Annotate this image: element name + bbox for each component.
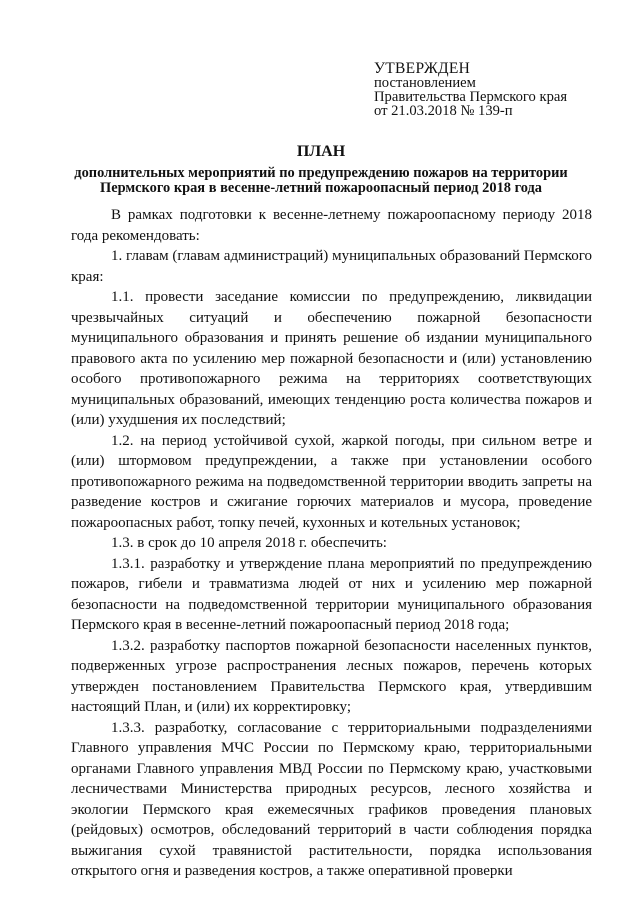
approval-line-2: Правительства Пермского края [374,89,568,105]
paragraph-1-3-2: 1.3.2. разработку паспортов пожарной безопасности населенных пунктов, подверженных угрозе распространения лесных пожаров, перечень которых утвержден постановлением Правительства Пермского края, утвердившим настоящий План, и (или) их корректировку; [71,637,592,715]
paragraph-1-3-1: 1.3.1. разработку и утверждение плана мероприятий по предупреждению пожаров, гибели и травматизма людей от них и усилению мер пожарной безопасности на подведомственной территории муниципального образования Пермского края в весенне-летний пожароопасный период 2018 года; [71,555,592,633]
paragraph-1-3: 1.3. в срок до 10 апреля 2018 г. обеспечить: [111,535,387,551]
document-title: ПЛАН [296,143,346,160]
document-subtitle-line-1: дополнительных мероприятий по предупреждению пожаров на территории [74,165,568,181]
approval-stamp [374,62,567,118]
document-body [71,205,592,882]
document-title-block [56,142,586,196]
paragraph-1-3-3: 1.3.3. разработку, согласование с территориальными подразделениями Главного управления МЧС России по Пермскому краю, территориальными органами Главного управления МВД России по Пермскому краю, участковыми лесничествами Министерства природных ресурсов, лесного хозяйства и экологии Пермского края ежемесячных графиков проведения плановых (рейдовых) осмотров, обследований территорий в части соблюдения порядка выжигания сухой травянистой растительности, порядка использования открытого огня и разведения костров, а также оперативной проверки [71,719,592,879]
paragraph-intro: В рамках подготовки к весенне-летнему пожароопасному периоду 2018 года рекомендовать: [71,207,592,244]
paragraph-1: 1. главам (главам администраций) муниципальных образований Пермского края: [71,248,592,285]
approval-heading: УТВЕРЖДЕН [374,60,471,77]
approval-line-1: постановлением [374,75,476,91]
paragraph-1-1: 1.1. провести заседание комиссии по предупреждению, ликвидации чрезвычайных ситуаций и обеспечению пожарной безопасности муниципального образования и принять решение об издании муниципального правового акта по усилению мер пожарной безопасности и (или) установлению особого противопожарного режима на территориях соответствующих муниципальных образований, имеющих тенденцию роста количества пожаров и (или) ухудшения их последствий; [71,289,592,428]
approval-line-3: от 21.03.2018 № 139-п [374,103,513,119]
paragraph-1-2: 1.2. на период устойчивой сухой, жаркой погоды, при сильном ветре и (или) штормовом предупреждении, а также при установлении особого противопожарного режима на подведомственной территории вводить запреты на разведение костров и сжигание горючих материалов и мусора, проведение пожароопасных работ, топку печей, кухонных и котельных установок; [71,432,592,531]
document-subtitle-line-2: Пермского края в весенне-летний пожароопасный период 2018 года [100,180,542,196]
